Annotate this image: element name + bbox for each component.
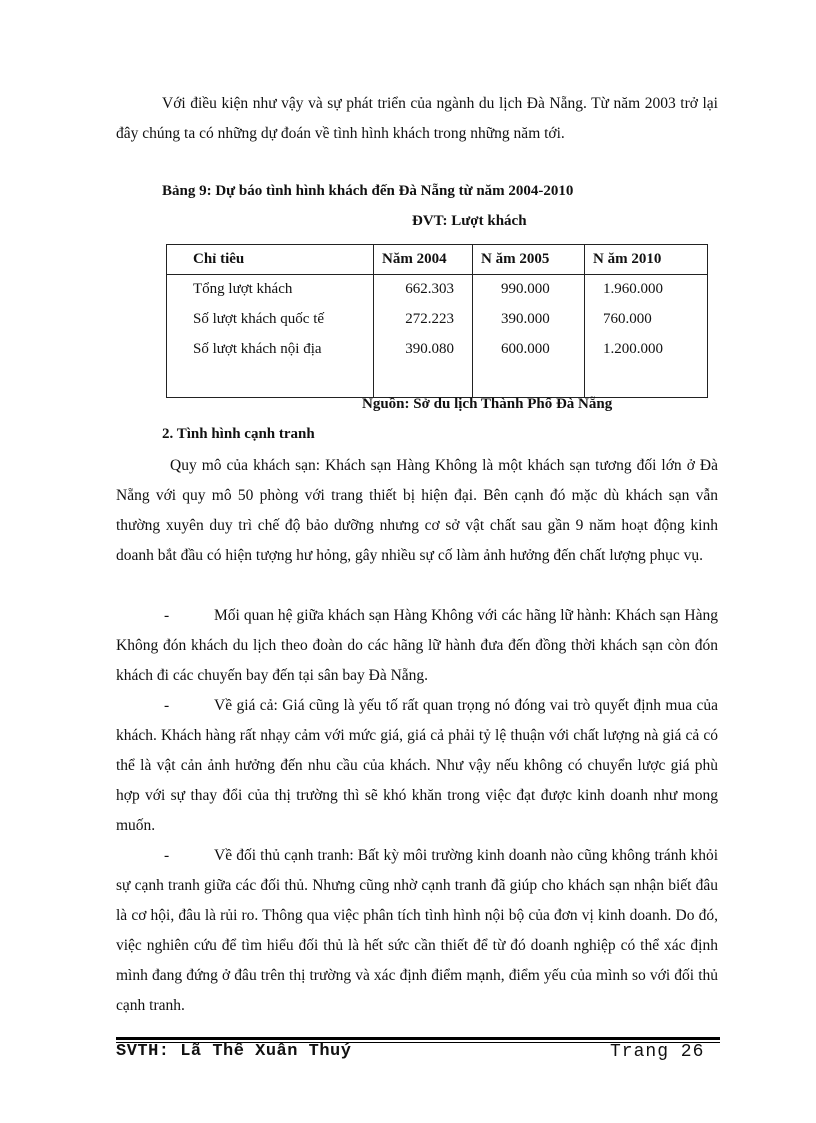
table-header-cell: N ăm 2005 (473, 245, 585, 275)
list-dash: - (164, 847, 170, 864)
table-header-cell: Năm 2004 (374, 245, 473, 275)
table-header-row (167, 245, 708, 275)
list-dash: - (164, 607, 170, 624)
table-row (167, 305, 708, 335)
section-heading: 2. Tình hình cạnh tranh (162, 426, 315, 442)
dash-paragraph (116, 601, 718, 691)
table-cell: Số lượt khách quốc tế (167, 305, 374, 335)
body-paragraph: Mối quan hệ giữa khách sạn Hàng Không với các hãng lữ hành: Khách sạn Hàng Không đón khách du lịch theo đoàn do các hãng lữ hành đưa đến đồng thời khách sạn còn đón khách đi các chuyến bay đến tại sân bay Đà Nẵng. (116, 607, 718, 684)
table-row (167, 335, 708, 365)
forecast-table (166, 244, 708, 398)
table-cell: 1.960.000 (585, 275, 708, 305)
table-row (167, 275, 708, 305)
table-cell: 990.000 (473, 275, 585, 305)
body-paragraph: Quy mô của khách sạn: Khách sạn Hàng Không là một khách sạn tương đối lớn ở Đà Nẵng với quy mô 50 phòng với trang thiết bị hiện đại. Bên cạnh đó mặc dù khách sạn vẫn thường xuyên duy trì chế độ bảo dưỡng nhưng cơ sở vật chất sau gần 9 năm hoạt động kinh doanh bắt đầu có hiện tượng hư hỏng, gây nhiều sự cố làm ảnh hưởng đến chất lượng phục vụ. (116, 457, 718, 564)
table-source: Nguồn: Sở du lịch Thành Phố Đà Nẵng (362, 396, 613, 412)
table-cell: 662.303 (374, 275, 473, 305)
unit-label: ĐVT: Lượt khách (412, 213, 527, 229)
list-dash: - (164, 697, 170, 714)
table-cell: 1.200.000 (585, 335, 708, 365)
table-cell: Tổng lượt khách (167, 275, 374, 305)
footer-page-number: Trang 26 (610, 1042, 705, 1062)
table-row-empty (167, 365, 708, 398)
table-cell: 272.223 (374, 305, 473, 335)
intro-paragraph: Với điều kiện như vậy và sự phát triển của ngành du lịch Đà Nẵng. Từ năm 2003 trở lại đây chúng ta có những dự đoán về tình hình khách trong những năm tới. (116, 95, 718, 142)
table-cell: 390.000 (473, 305, 585, 335)
footer-divider (116, 1037, 720, 1040)
body-paragraph: Về đối thủ cạnh tranh: Bất kỳ môi trường kinh doanh nào cũng không tránh khỏi sự cạnh tranh giữa các đối thủ. Nhưng cũng nhờ cạnh tranh đã giúp cho khách sạn nhận biết đâu là cơ hội, đâu là rủi ro. Thông qua việc phân tích tình hình nội bộ của đơn vị kinh doanh. Do đó, việc nghiên cứu để tìm hiểu đối thủ là hết sức cần thiết để từ đó doanh nghiệp có thể xác định mình đang đứng ở đâu trên thị trường và xác định điểm mạnh, điểm yếu của mình so với đối thủ cạnh tranh. (116, 847, 718, 1014)
table-cell: 760.000 (585, 305, 708, 335)
table-cell: 600.000 (473, 335, 585, 365)
table-caption: Bảng 9: Dự báo tình hình khách đến Đà Nẵng từ năm 2004-2010 (162, 183, 574, 199)
dash-paragraph (116, 691, 718, 841)
dash-paragraph (116, 841, 718, 1021)
footer-author: SVTH: Lã Thế Xuân Thuý (116, 1042, 352, 1061)
table-header-cell: Chỉ tiêu (167, 245, 374, 275)
table-header-cell: N ăm 2010 (585, 245, 708, 275)
table-cell: Số lượt khách nội địa (167, 335, 374, 365)
body-paragraph: Về giá cả: Giá cũng là yếu tố rất quan trọng nó đóng vai trò quyết định mua của khách. Khách hàng rất nhạy cảm với mức giá, giá cả phải tỷ lệ thuận với chất lượng nà giá cả có thể là vật cản ảnh hưởng đến nhu cầu của khách. Như vậy nếu không có chuyển lược giá phù hợp với sự thay đổi của thị trường thì sẽ khó khăn trong việc đạt được kinh doanh như mong muốn. (116, 697, 718, 834)
table-cell: 390.080 (374, 335, 473, 365)
